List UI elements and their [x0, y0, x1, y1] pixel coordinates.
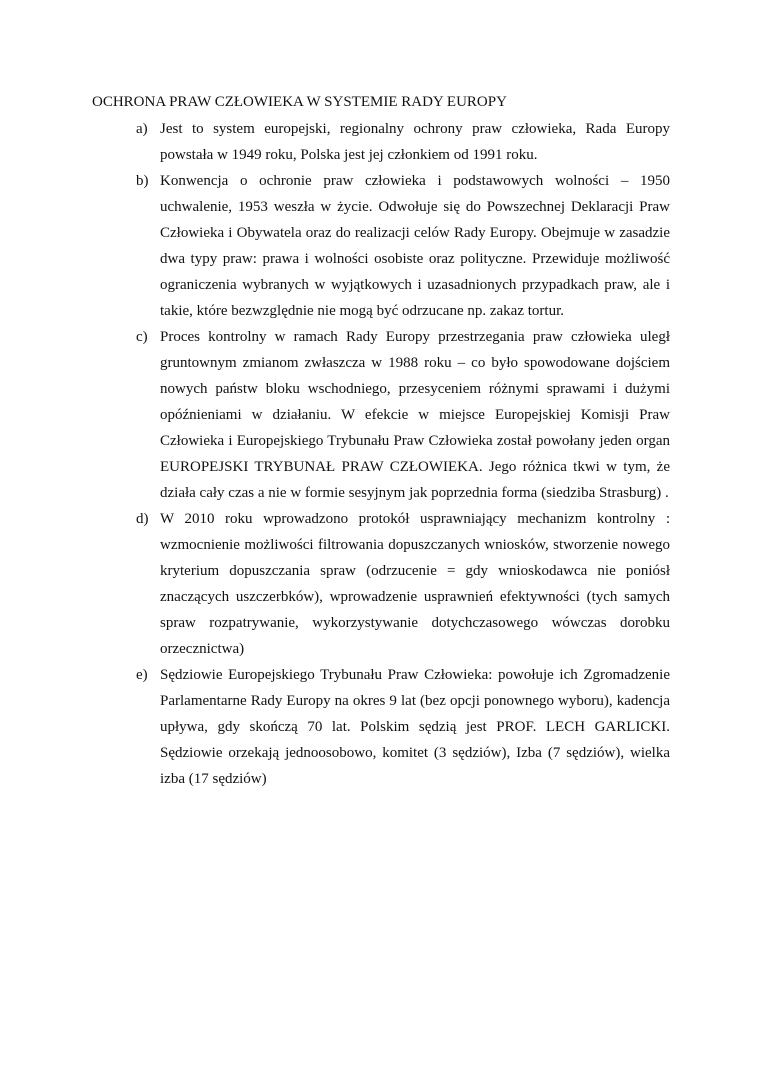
list-item-text: Konwencja o ochronie praw człowieka i podstawowych wolności – 1950 uchwalenie, 1953 weszła w życie. Odwołuje się do Powszechnej Deklaracji Praw Człowieka i Obywatela oraz do realizacji celów Rady Europy. Obejmuje w zasadzie dwa typy praw: prawa i wolności osobiste oraz polityczne. Przewiduje możliwość ograniczenia wybranych w wyjątkowych i uzasadnionych przypadkach praw, ale i takie, które bezwzględnie nie mogą być odrzucane np. zakaz tortur. — [160, 173, 670, 319]
list-marker: e) — [136, 667, 148, 683]
document-title: OCHRONA PRAW CZŁOWIEKA W SYSTEMIE RADY EUROPY — [92, 94, 507, 110]
list-marker: d) — [136, 511, 149, 527]
list-item-a — [136, 116, 670, 168]
list-marker: b) — [136, 173, 149, 189]
list-item-e — [136, 662, 670, 792]
list-item-b — [136, 168, 670, 324]
list-item-text: Sędziowie Europejskiego Trybunału Praw Człowieka: powołuje ich Zgromadzenie Parlamentarne Rady Europy na okres 9 lat (bez opcji ponownego wyboru), kadencja upływa, gdy skończą 70 lat. Polskim sędzią jest PROF. LECH GARLICKI. Sędziowie orzekają jednoosobowo, komitet (3 sędziów), Izba (7 sędziów), wielka izba (17 sędziów) — [160, 667, 670, 787]
list-marker: c) — [136, 329, 148, 345]
list-item-d — [136, 506, 670, 662]
document-list — [136, 116, 670, 792]
list-item-text: W 2010 roku wprowadzono protokół usprawniający mechanizm kontrolny : wzmocnienie możliwości filtrowania dopuszczanych wniosków, stworzenie nowego kryterium dopuszczania spraw (odrzucenie = gdy wnioskodawca nie poniósł znaczących uszczerbków), wprowadzenie usprawnień efektywności (tych samych spraw rozpatrywanie, wykorzystywanie dotychczasowego wówczas dorobku orzecznictwa) — [160, 511, 670, 657]
list-item-text: Proces kontrolny w ramach Rady Europy przestrzegania praw człowieka uległ gruntownym zmianom zwłaszcza w 1988 roku – co było spowodowane dojściem nowych państw bloku wschodniego, przesyceniem różnymi sprawami i dużymi opóźnieniami w działaniu. W efekcie w miejsce Europejskiej Komisji Praw Człowieka i Europejskiego Trybunału Praw Człowieka został powołany jeden organ EUROPEJSKI TRYBUNAŁ PRAW CZŁOWIEKA. Jego różnica tkwi w tym, że działa cały czas a nie w formie sesyjnym jak poprzednia forma (siedziba Strasburg) . — [160, 329, 670, 501]
list-marker: a) — [136, 121, 148, 137]
list-item-c — [136, 324, 670, 506]
list-item-text: Jest to system europejski, regionalny ochrony praw człowieka, Rada Europy powstała w 1949 roku, Polska jest jej członkiem od 1991 roku. — [160, 121, 670, 163]
